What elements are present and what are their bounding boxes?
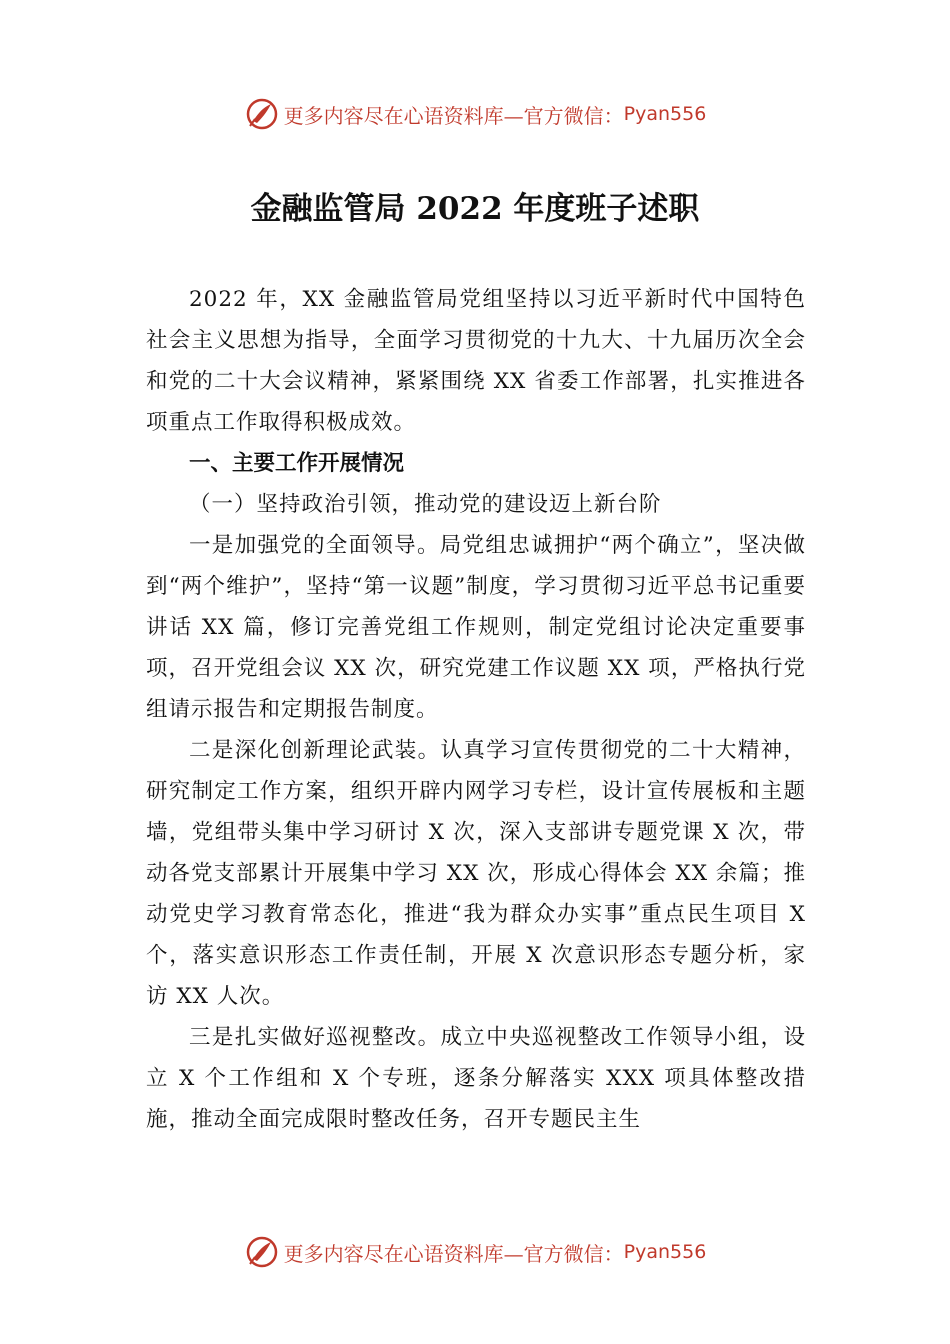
library-logo-icon — [244, 96, 280, 132]
header-watermark-banner — [0, 94, 950, 134]
watermark-text: 更多内容尽在心语资料库—官方微信： — [283, 1241, 624, 1266]
section-heading: 一、主要工作开展情况 — [189, 451, 405, 476]
watermark-text: 更多内容尽在心语资料库—官方微信： — [283, 103, 624, 128]
wechat-id: Pyan556 — [623, 1241, 707, 1263]
document-title: 金融监管局 2022 年度班子述职 — [250, 191, 700, 227]
body-paragraph-2: 二是深化创新理论武装。认真学习宣传贯彻党的二十大精神，研究制定工作方案，组织开辟内网学习专栏，设计宣传展板和主题墙，党组带头集中学习研讨 X 次，深入支部讲专题党课 X 次，带动各党支部累计开展集中学习 XX 次，形成心得体会 XX 余篇；推动党史学习教育常态化，推进“我为群众办实事”重点民生项目 X 个，落实意识形态工作责任制，开展 X 次意识形态专题分析，家访 XX 人次。 — [146, 738, 806, 1009]
intro-paragraph: 2022 年，XX 金融监管局党组坚持以习近平新时代中国特色社会主义思想为指导，全面学习贯彻党的十九大、十九届历次全会和党的二十大会议精神，紧紧围绕 XX 省委工作部署，扎实推进各项重点工作取得积极成效。 — [146, 287, 806, 435]
body-paragraph-3: 三是扎实做好巡视整改。成立中央巡视整改工作领导小组，设立 X 个工作组和 X 个专班，逐条分解落实 XXX 项具体整改措施，推动全面完成限时整改任务，召开专题民主生 — [146, 1025, 806, 1132]
wechat-id: Pyan556 — [623, 103, 707, 125]
subsection-heading: （一）坚持政治引领，推动党的建设迈上新台阶 — [189, 492, 662, 517]
footer-watermark-banner — [0, 1232, 950, 1272]
library-logo-icon — [244, 1234, 280, 1270]
document-body — [146, 279, 806, 1140]
body-paragraph-1: 一是加强党的全面领导。局党组忠诚拥护“两个确立”，坚决做到“两个维护”，坚持“第一议题”制度，学习贯彻习近平总书记重要讲话 XX 篇，修订完善党组工作规则，制定党组讨论决定重要事项，召开党组会议 XX 次，研究党建工作议题 XX 项，严格执行党组请示报告和定期报告制度。 — [146, 533, 806, 722]
